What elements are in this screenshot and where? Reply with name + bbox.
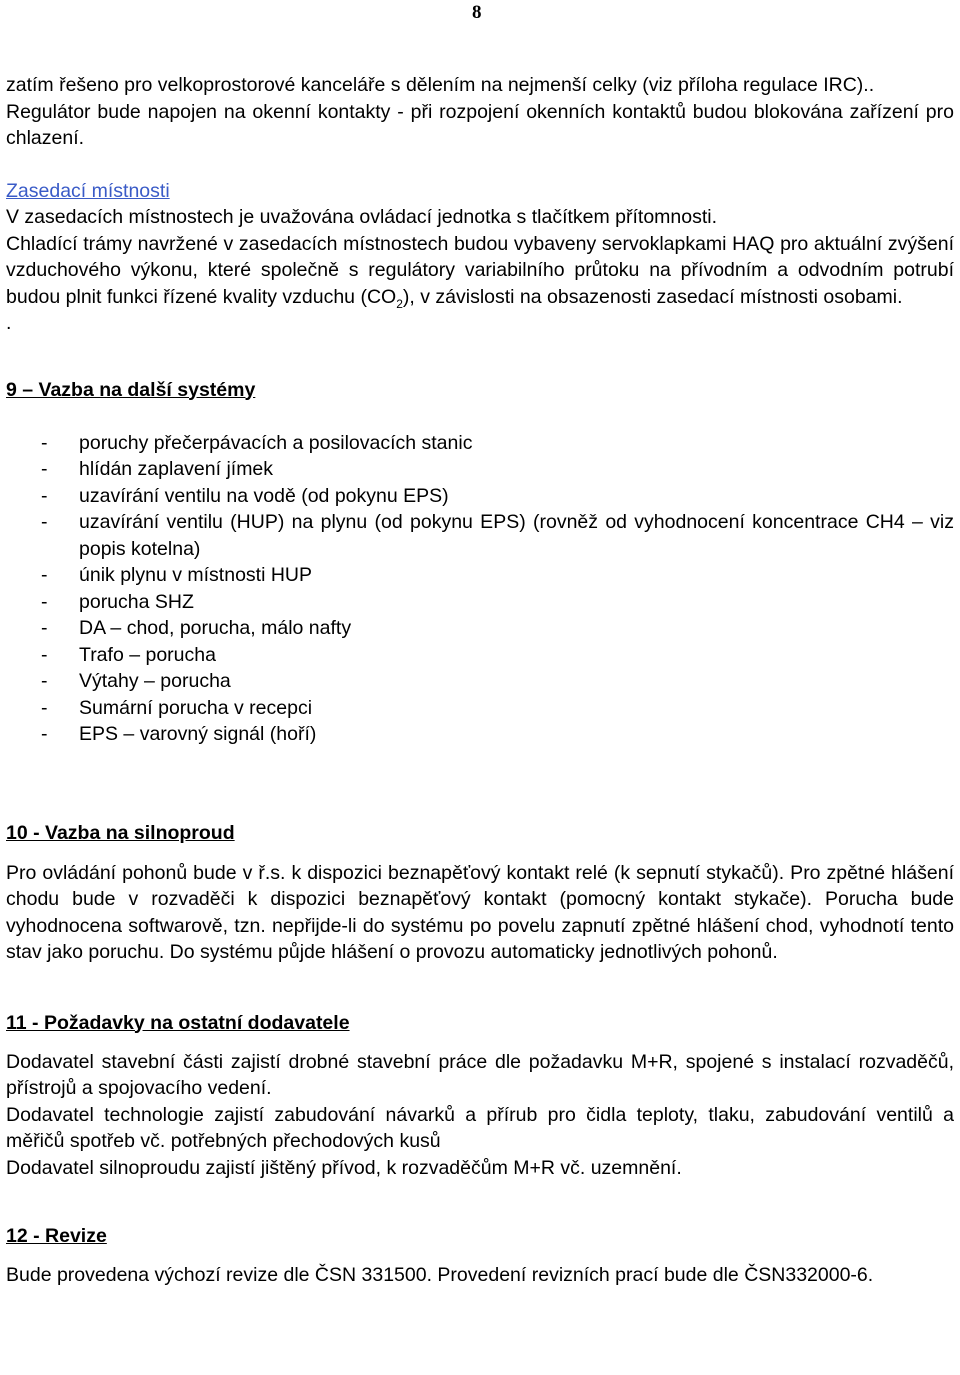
list-item: - Výtahy – porucha — [41, 670, 231, 692]
section-11-heading: 11 - Požadavky na ostatní dodavatele — [6, 1011, 350, 1034]
section-10-paragraph: Pro ovládání pohonů bude v ř.s. k dispozici beznapěťový kontakt relé (k sepnutí stykačů). Pro zpětné hlášení chodu bude v rozvaděči k dispozici beznapěťový kontakt (pomocný kontakt stykače). Porucha bude vyhodnocena softwarově, tzn. nepřijde-li do systému po povelu zapnutí zpětné hlášení chod, vyhodnotí tento stav jako poruchu. Do systému půjde hlášení o provozu automaticky jednotlivých pohonů. — [6, 861, 954, 963]
page-number: 8 — [472, 2, 482, 23]
section-11-paragraph-3: Dodavatel silnoproudu zajistí jištěný přívod, k rozvaděčům M+R vč. uzemnění. — [6, 1156, 682, 1179]
intro-paragraph-1: zatím řešeno pro velkoprostorové kanceláře s dělením na nejmenší celky (viz příloha regulace IRC).. — [6, 74, 875, 96]
list-item: - EPS – varovný signál (hoří) — [41, 723, 317, 745]
section-12-heading: 12 - Revize — [6, 1225, 107, 1247]
list-item: - únik plynu v místnosti HUP — [41, 564, 313, 586]
section-11-paragraph-1: Dodavatel stavební části zajistí drobné stavební práce dle požadavku M+R, spojené s instalací rozvaděčů, přístrojů a spojovacího vedení. — [6, 1050, 954, 1099]
meeting-rooms-text-b: ), v závislosti na obsazenosti zasedací místnosti osobami. — [402, 285, 903, 308]
meeting-rooms-paragraph-1: V zasedacích místnostech je uvažována ovládací jednotka s tlačítkem přítomnosti. — [6, 206, 718, 228]
meeting-rooms-heading[interactable]: Zasedací místnosti — [6, 179, 170, 202]
meeting-rooms-paragraph-2 — [6, 231, 954, 311]
section-9-list — [6, 430, 954, 748]
document-body — [6, 72, 954, 1289]
stray-dot: . — [6, 312, 12, 334]
section-11-paragraph-2: Dodavatel technologie zajistí zabudování návarků a přírub pro čidla teploty, tlaku, zabudování ventilů a měřičů spotřeb vč. potřebných přechodových kusů — [6, 1103, 954, 1152]
list-item: - DA – chod, porucha, málo nafty — [41, 617, 352, 639]
list-item: - uzavírání ventilu na vodě (od pokynu EPS) — [41, 484, 449, 507]
co2-subscript: 2 — [396, 296, 403, 311]
section-9-heading: 9 – Vazba na další systémy — [6, 378, 256, 401]
section-10-heading: 10 - Vazba na silnoproud — [6, 821, 235, 844]
list-item: - Trafo – porucha — [41, 643, 216, 666]
list-item: - hlídán zaplavení jímek — [41, 458, 274, 480]
meeting-rooms-text-a: Chladící trámy navržené v zasedacích místnostech budou vybaveny servoklapkami HAQ pro aktuální zvýšení vzduchového výkonu, které společně s regulátory variabilního průtoku na přívodním a odvodním potrubí budou plnit funkci řízené kvality vzduchu (CO — [6, 232, 954, 308]
list-item: - poruchy přečerpávacích a posilovacích stanic — [41, 431, 473, 454]
list-item: - Sumární porucha v recepci — [41, 696, 313, 719]
section-12-paragraph: Bude provedena výchozí revize dle ČSN 331500. Provedení revizních prací bude dle ČSN332000-6. — [6, 1264, 874, 1286]
list-item: - porucha SHZ — [41, 590, 194, 613]
intro-paragraph-2: Regulátor bude napojen na okenní kontakty - při rozpojení okenních kontaktů budou blokována zařízení pro chlazení. — [6, 100, 954, 149]
list-item: - uzavírání ventilu (HUP) na plynu (od pokynu EPS) (rovněž od vyhodnocení koncentrace CH4 – viz popis kotelna) — [41, 511, 954, 560]
